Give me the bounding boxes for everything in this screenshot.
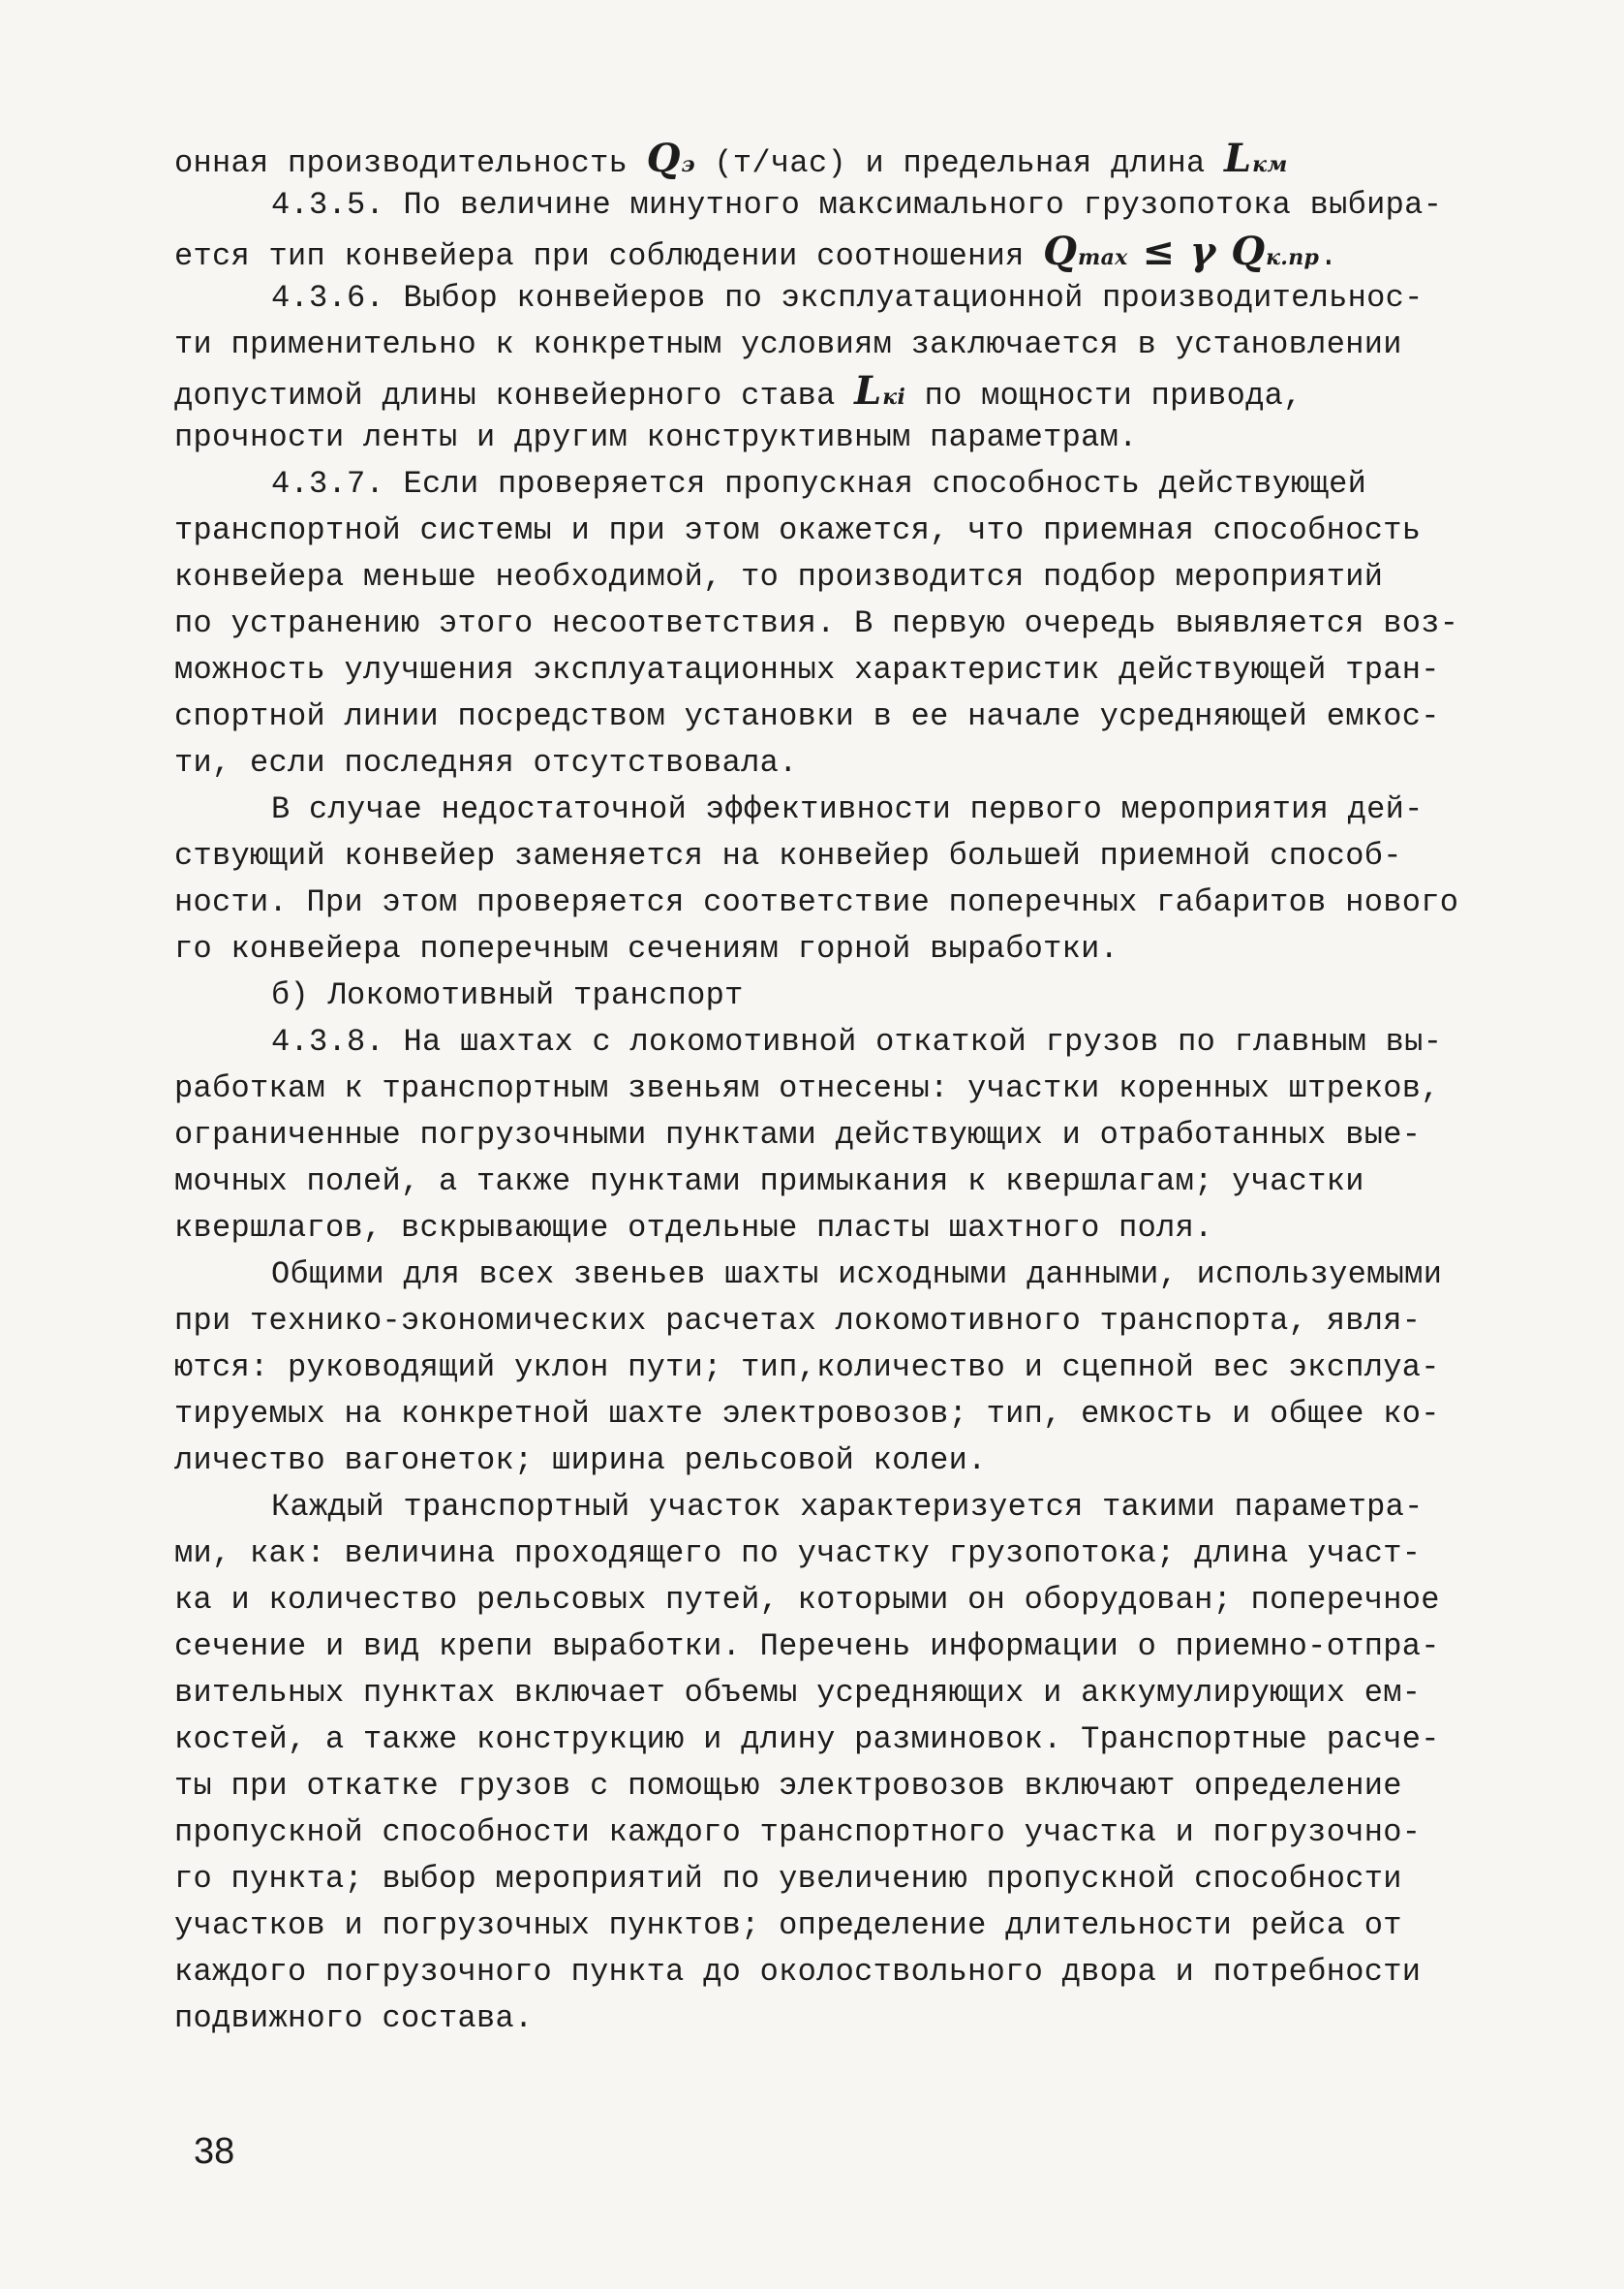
- handwritten-subscript: max: [1078, 245, 1128, 270]
- text-line: каждого погрузочного пункта до околоствольного двора и потребности: [174, 1954, 1422, 1990]
- text-line: тируемых на конкретной шахте электровозов; тип, емкость и общее ко-: [174, 1396, 1440, 1432]
- text-line: ка и количество рельсовых путей, которыми он оборудован; поперечное: [174, 1582, 1440, 1618]
- text-line: вительных пунктах включает объемы усредняющих и аккумулирующих ем-: [174, 1675, 1422, 1711]
- text-line: личество вагонеток; ширина рельсовой колеи.: [174, 1442, 987, 1478]
- text-line: го пункта; выбор мероприятий по увеличению пропускной способности: [174, 1861, 1402, 1897]
- text-line: мочных полей, а также пунктами примыкания к квершлагам; участки: [174, 1163, 1364, 1199]
- text-line: 4.3.6. Выбор конвейеров по эксплуатационной производительнос-: [271, 280, 1424, 316]
- handwritten-subscript: э: [681, 152, 695, 177]
- text-line: Общими для всех звеньев шахты исходными данными, используемыми: [271, 1256, 1443, 1292]
- text-line: подвижного состава.: [174, 2000, 534, 2036]
- text-segment: по мощности привода,: [905, 378, 1302, 414]
- handwritten-symbol: Q: [646, 136, 682, 181]
- handwritten-formula: ≤ γ Q: [1127, 229, 1267, 274]
- text-line: 4.3.8. На шахтах с локомотивной откаткой грузов по главным вы-: [271, 1024, 1443, 1060]
- text-line: ми, как: величина проходящего по участку грузопотока; длина участ-: [174, 1535, 1422, 1571]
- text-line: конвейера меньше необходимой, то производится подбор мероприятий: [174, 559, 1384, 595]
- text-line: сечение и вид крепи выработки. Перечень информации о приемно-отпра-: [174, 1628, 1440, 1664]
- text-line: ты при откатке грузов с помощью электровозов включают определение: [174, 1768, 1402, 1804]
- text-line: можность улучшения эксплуатационных характеристик действующей тран-: [174, 652, 1440, 688]
- text-line: работкам к транспортным звеньям отнесены: участки коренных штреков,: [174, 1070, 1440, 1106]
- handwritten-subscript: км: [1252, 152, 1288, 177]
- text-line: [174, 229, 1482, 275]
- text-line: пропускной способности каждого транспортного участка и погрузочно-: [174, 1814, 1422, 1850]
- text-segment: (т/час) и предельная длина: [694, 145, 1225, 181]
- text-line: прочности ленты и другим конструктивным параметрам.: [174, 419, 1138, 455]
- text-line: ти применительно к конкретным условиям заключается в установлении: [174, 326, 1402, 362]
- text-line: го конвейера поперечным сечениям горной выработки.: [174, 931, 1119, 967]
- text-line: ствующий конвейер заменяется на конвейер большей приемной способ-: [174, 838, 1402, 874]
- page-number: 38: [194, 2131, 235, 2172]
- text-line: ограниченные погрузочными пунктами действующих и отработанных вые-: [174, 1117, 1422, 1153]
- text-line: квершлагов, вскрывающие отдельные пласты шахтного поля.: [174, 1210, 1213, 1246]
- document-body: [174, 136, 1482, 2042]
- text-line: В случае недостаточной эффективности первого мероприятия дей-: [271, 791, 1424, 827]
- text-line: ти, если последняя отсутствовала.: [174, 745, 798, 781]
- section-heading: б) Локомотивный транспорт: [271, 977, 744, 1013]
- text-line: участков и погрузочных пунктов; определение длительности рейса от: [174, 1907, 1402, 1943]
- text-segment: .: [1319, 238, 1338, 274]
- handwritten-symbol: L: [1224, 136, 1253, 181]
- text-line: [174, 136, 1482, 182]
- text-line: 4.3.7. Если проверяется пропускная способность действующей: [271, 466, 1367, 502]
- text-segment: ется тип конвейера при соблюдении соотношения: [174, 238, 1044, 274]
- handwritten-symbol: L: [854, 368, 883, 414]
- text-line: Каждый транспортный участок характеризуется такими параметра-: [271, 1489, 1424, 1525]
- handwritten-subscript: кі: [882, 385, 906, 410]
- text-line: при технико-экономических расчетах локомотивного транспорта, явля-: [174, 1303, 1422, 1339]
- text-line: транспортной системы и при этом окажется, что приемная способность: [174, 512, 1422, 548]
- text-line: костей, а также конструкцию и длину разминовок. Транспортные расче-: [174, 1721, 1440, 1757]
- text-line: ности. При этом проверяется соответствие поперечных габаритов нового: [174, 884, 1459, 920]
- handwritten-subscript: к.пр: [1266, 245, 1320, 270]
- text-line: спортной линии посредством установки в ее начале усредняющей емкос-: [174, 698, 1440, 734]
- text-segment: допустимой длины конвейерного става: [174, 378, 855, 414]
- text-line: ются: руководящий уклон пути; тип,количество и сцепной вес эксплуа-: [174, 1349, 1440, 1385]
- handwritten-formula: Q: [1043, 229, 1078, 274]
- text-line: [174, 368, 1482, 415]
- text-line: по устранению этого несоответствия. В первую очередь выявляется воз-: [174, 605, 1459, 641]
- text-segment: онная производительность: [174, 145, 647, 181]
- text-line: 4.3.5. По величине минутного максимального грузопотока выбира-: [271, 187, 1443, 223]
